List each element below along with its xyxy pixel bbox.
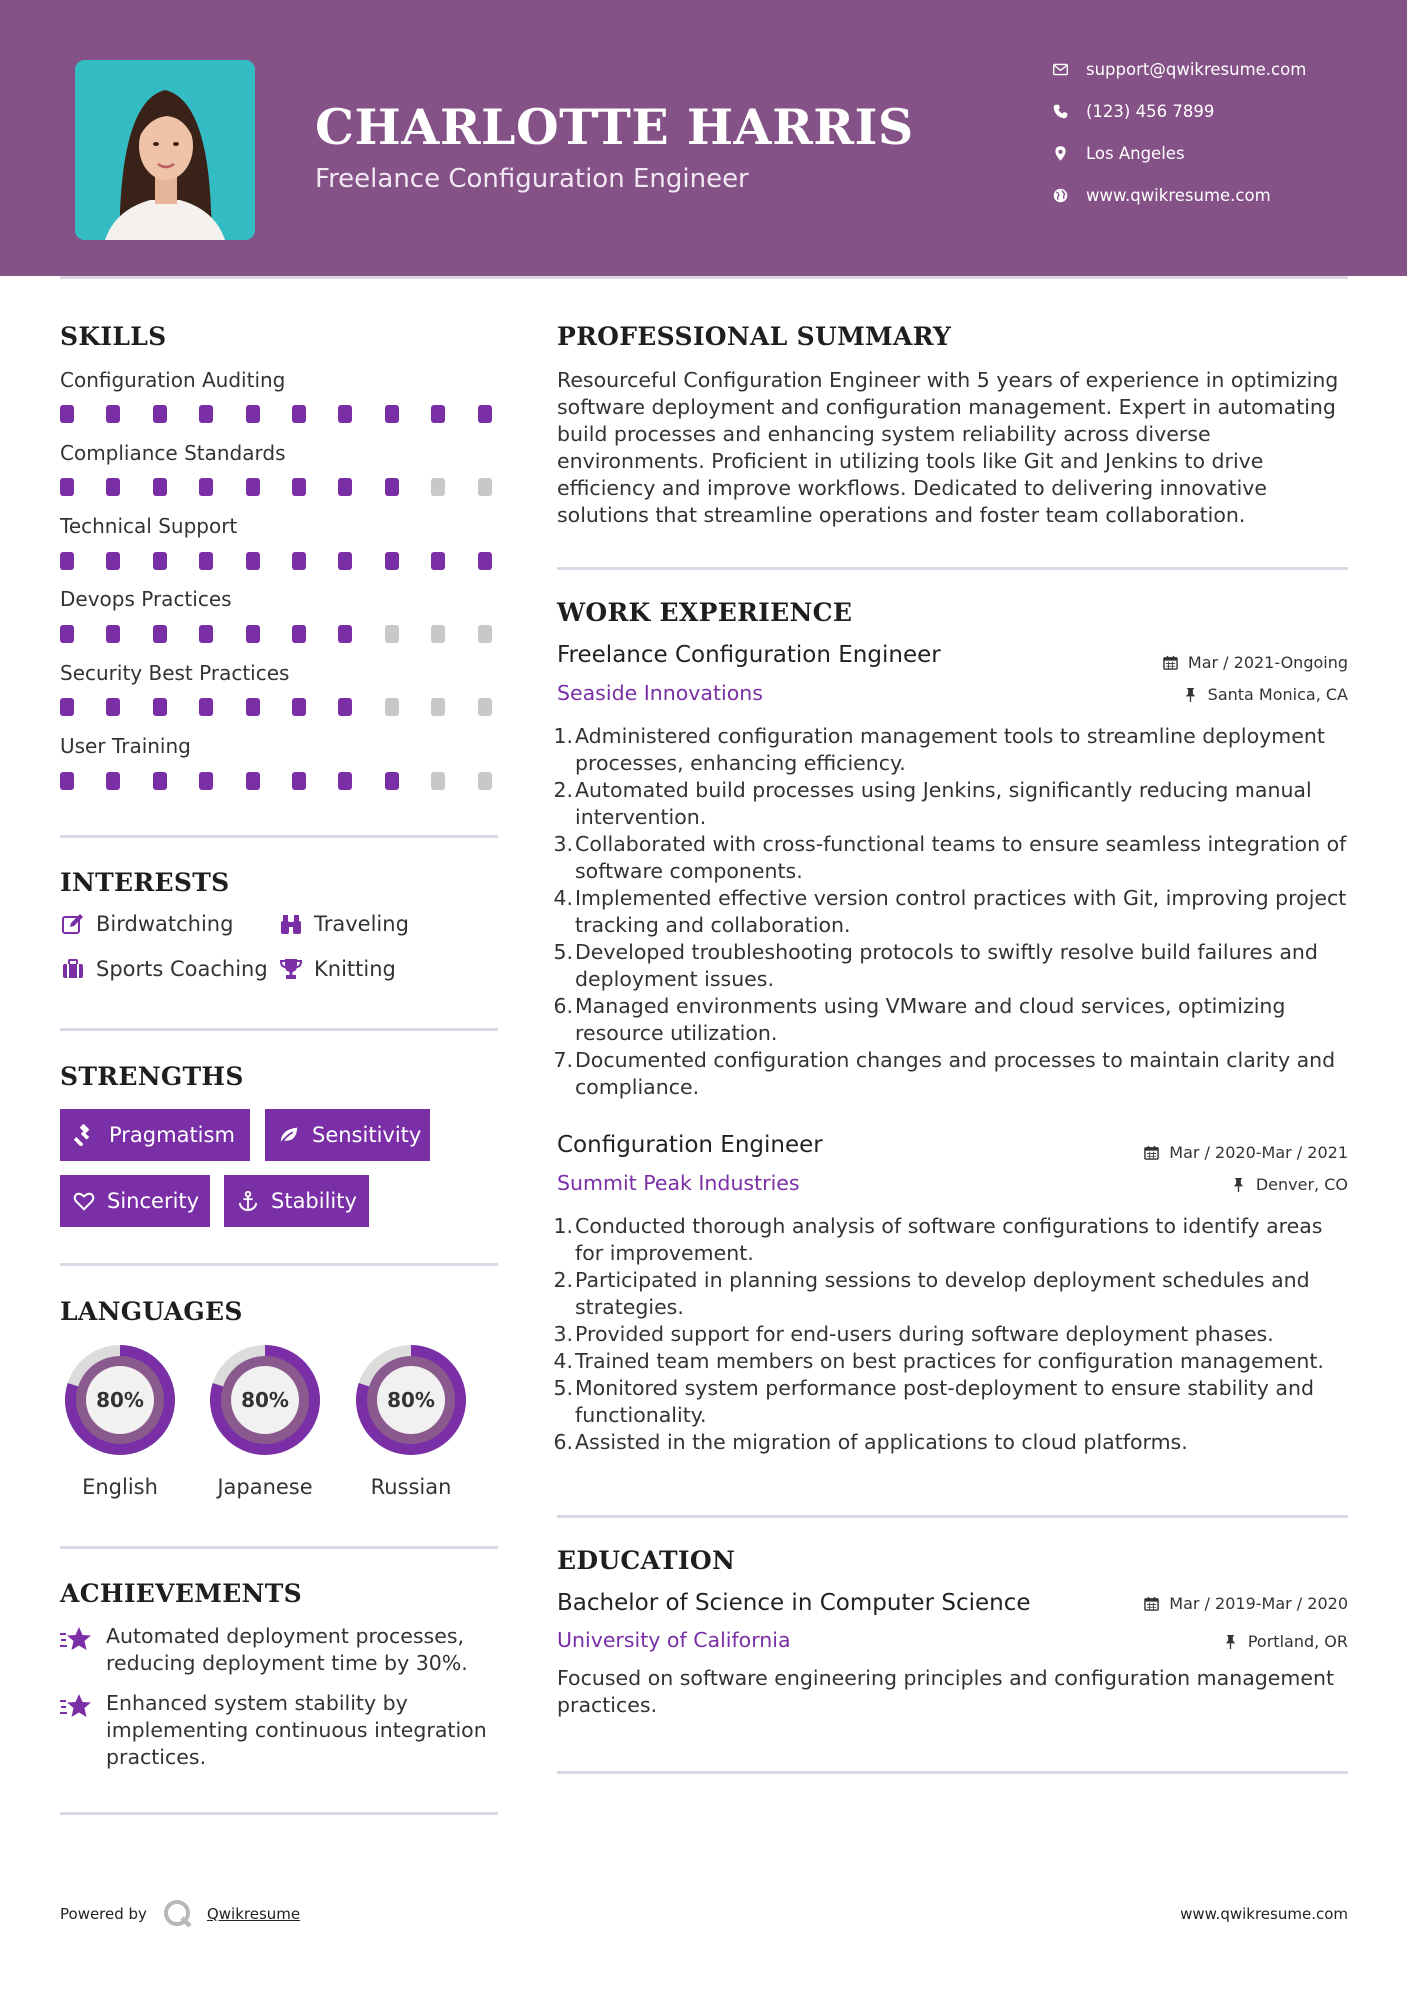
skill-dot-filled — [153, 772, 167, 790]
interest-label: Knitting — [314, 957, 396, 981]
summary-text: Resourceful Configuration Engineer with 5 years of experience in optimizing software deployment and configuration management. Expert in automating build processes and enhancing system reliability across diverse environments. Proficient in utilizing tools like Git and Jenkins to drive efficiency and improve workflows. Dedicated to delivering innovative solutions that streamline operations and foster team collaboration. — [557, 368, 1339, 527]
achievement-text: Automated deployment processes, reducing deployment time by 30%. — [106, 1624, 468, 1675]
section-divider — [60, 1263, 498, 1266]
star-badge-icon — [60, 1692, 92, 1720]
job-bullet: 2. Automated build processes using Jenkins, significantly reducing manual intervention. — [553, 778, 1312, 829]
language-name: Japanese — [217, 1475, 313, 1499]
skill-rating — [60, 478, 500, 496]
interest-label: Birdwatching — [96, 912, 234, 936]
skill-dot-filled — [478, 552, 492, 570]
skill-name: Technical Support — [60, 514, 238, 538]
contact-website[interactable] — [1050, 180, 1271, 210]
phone-icon — [1050, 101, 1070, 121]
education-school: University of California — [557, 1628, 791, 1652]
contact-website-text: www.qwikresume.com — [1086, 185, 1271, 205]
skill-name: Configuration Auditing — [60, 368, 286, 392]
achievements-heading: ACHIEVEMENTS — [60, 1579, 302, 1608]
skill-dot-filled — [338, 405, 352, 423]
language-percent: 80% — [241, 1388, 289, 1412]
contact-location-text: Los Angeles — [1086, 143, 1185, 163]
job-dates-text: Mar / 2021-Ongoing — [1187, 653, 1348, 672]
skill-dot-empty — [431, 772, 445, 790]
trophy-icon — [278, 956, 304, 982]
job-bullet: 5. Monitored system performance post-deployment to ensure stability and functionality. — [553, 1376, 1314, 1427]
skill-dot-empty — [431, 625, 445, 643]
achievement-item — [60, 1690, 500, 1771]
skill-dot-filled — [199, 405, 213, 423]
footer-powered-by — [60, 1897, 300, 1931]
section-divider — [60, 1028, 498, 1031]
skill-dot-filled — [199, 552, 213, 570]
envelope-icon — [1050, 59, 1070, 79]
strength-label: Sincerity — [107, 1189, 200, 1213]
job-dates-text: Mar / 2020-Mar / 2021 — [1169, 1143, 1348, 1162]
header-divider — [60, 276, 1348, 279]
skill-dot-empty — [431, 698, 445, 716]
skill-name: User Training — [60, 734, 191, 758]
skill-dot-filled — [106, 698, 120, 716]
briefcase-icon — [60, 956, 86, 982]
skill-dot-filled — [60, 625, 74, 643]
calendar-icon — [1144, 1596, 1159, 1611]
skill-dot-empty — [478, 625, 492, 643]
job-bullet: 1. Conducted thorough analysis of software configurations to identify areas for improvement. — [553, 1214, 1323, 1265]
profile-photo — [75, 60, 255, 240]
skill-dot-filled — [292, 405, 306, 423]
skill-dot-filled — [338, 552, 352, 570]
skill-dot-empty — [478, 478, 492, 496]
skill-dot-filled — [385, 478, 399, 496]
skill-rating — [60, 625, 500, 643]
skill-dot-filled — [199, 698, 213, 716]
skill-rating — [60, 772, 500, 790]
skill-dot-filled — [153, 405, 167, 423]
skill-name: Compliance Standards — [60, 441, 286, 465]
job-bullet: 4. Implemented effective version control practices with Git, improving project tracking and collaboration. — [553, 886, 1347, 937]
skill-rating — [60, 405, 500, 423]
strength-label: Pragmatism — [109, 1123, 235, 1147]
job-bullet: 2. Participated in planning sessions to develop deployment schedules and strategies. — [553, 1268, 1310, 1319]
section-divider — [557, 567, 1348, 570]
language-percent: 80% — [387, 1388, 435, 1412]
skill-dot-filled — [338, 625, 352, 643]
achievement-item — [60, 1623, 500, 1677]
job-title: Configuration Engineer — [557, 1132, 823, 1158]
contact-email-text: support@qwikresume.com — [1086, 59, 1307, 79]
interest-item — [278, 956, 396, 982]
contact-phone-text: (123) 456 7899 — [1086, 101, 1215, 121]
strength-label: Sensitivity — [312, 1123, 422, 1147]
location-pin-icon — [1050, 143, 1070, 163]
pushpin-icon — [1183, 687, 1198, 702]
experience-heading: WORK EXPERIENCE — [557, 598, 853, 627]
skill-rating — [60, 552, 500, 570]
interest-item — [278, 911, 409, 937]
skill-dot-filled — [246, 552, 260, 570]
star-badge-icon — [60, 1625, 92, 1653]
skill-dot-filled — [338, 772, 352, 790]
skill-dot-filled — [153, 552, 167, 570]
skill-dot-filled — [431, 552, 445, 570]
strength-badge — [60, 1175, 210, 1227]
calendar-icon — [1163, 655, 1178, 670]
candidate-title: Freelance Configuration Engineer — [315, 164, 749, 194]
skill-name: Security Best Practices — [60, 661, 290, 685]
binoculars-icon — [278, 911, 304, 937]
skill-dot-filled — [153, 625, 167, 643]
job-bullets — [553, 723, 1347, 1101]
language-gauge — [58, 1338, 182, 1462]
strength-label: Stability — [271, 1189, 357, 1213]
job-title: Freelance Configuration Engineer — [557, 642, 941, 668]
summary-heading: PROFESSIONAL SUMMARY — [557, 322, 952, 351]
section-divider — [557, 1515, 1348, 1518]
job-bullet: 3. Collaborated with cross-functional teams to ensure seamless integration of software components. — [553, 832, 1347, 883]
skill-dot-filled — [60, 698, 74, 716]
language-name: Russian — [370, 1475, 452, 1499]
skill-dot-empty — [385, 698, 399, 716]
skill-dot-filled — [431, 405, 445, 423]
language-gauge — [349, 1338, 473, 1462]
skill-dot-filled — [385, 405, 399, 423]
education-dates — [1144, 1594, 1348, 1613]
section-divider — [60, 835, 498, 838]
skill-rating — [60, 698, 500, 716]
pushpin-icon — [1231, 1177, 1246, 1192]
contact-email[interactable] — [1050, 54, 1306, 84]
skill-dot-filled — [246, 698, 260, 716]
skill-dot-empty — [385, 625, 399, 643]
skill-dot-empty — [478, 772, 492, 790]
candidate-name: CHARLOTTE HARRIS — [315, 98, 914, 156]
achievement-text: Enhanced system stability by implementing continuous integration practices. — [106, 1691, 487, 1769]
pencil-square-icon — [60, 911, 86, 937]
job-company: Seaside Innovations — [557, 681, 763, 705]
section-divider — [557, 1771, 1348, 1774]
skill-dot-filled — [338, 698, 352, 716]
section-divider — [60, 1812, 498, 1815]
job-bullet: 7. Documented configuration changes and processes to maintain clarity and compliance. — [553, 1048, 1336, 1099]
gavel-icon — [73, 1123, 97, 1147]
skill-dot-filled — [246, 405, 260, 423]
language-gauge — [203, 1338, 327, 1462]
job-location-text: Denver, CO — [1255, 1175, 1348, 1194]
qwikresume-logo-icon — [161, 1897, 195, 1931]
skill-dot-filled — [153, 698, 167, 716]
strength-badge — [224, 1175, 369, 1227]
skill-dot-filled — [338, 478, 352, 496]
footer-url[interactable]: www.qwikresume.com — [1180, 1905, 1348, 1923]
language-percent: 80% — [96, 1388, 144, 1412]
skill-dot-filled — [153, 478, 167, 496]
skill-dot-filled — [385, 772, 399, 790]
skill-dot-filled — [199, 478, 213, 496]
language-name: English — [82, 1475, 158, 1499]
job-location — [1231, 1175, 1348, 1194]
job-dates — [1163, 653, 1348, 672]
skills-heading: SKILLS — [60, 322, 167, 351]
powered-by-text: Powered by — [60, 1905, 147, 1923]
skill-dot-filled — [199, 625, 213, 643]
skill-name: Devops Practices — [60, 587, 232, 611]
skill-dot-filled — [60, 552, 74, 570]
job-bullet: 6. Assisted in the migration of applications to cloud platforms. — [553, 1430, 1188, 1454]
skill-dot-filled — [106, 405, 120, 423]
strength-badge — [265, 1109, 430, 1161]
job-bullet: 4. Trained team members on best practices for configuration management. — [553, 1349, 1324, 1373]
anchor-icon — [237, 1189, 259, 1213]
education-dates-text: Mar / 2019-Mar / 2020 — [1169, 1594, 1348, 1613]
strengths-heading: STRENGTHS — [60, 1062, 244, 1091]
languages-heading: LANGUAGES — [60, 1297, 243, 1326]
interest-item — [60, 911, 233, 937]
job-bullets — [553, 1213, 1347, 1456]
skill-dot-filled — [106, 552, 120, 570]
education-heading: EDUCATION — [557, 1546, 736, 1575]
job-bullet: 6. Managed environments using VMware and cloud services, optimizing resource utilization. — [553, 994, 1286, 1045]
job-company: Summit Peak Industries — [557, 1171, 800, 1195]
job-dates — [1144, 1143, 1348, 1162]
heart-icon — [73, 1189, 95, 1213]
interest-label: Traveling — [314, 912, 409, 936]
skill-dot-filled — [292, 698, 306, 716]
job-bullet: 1. Administered configuration management tools to streamline deployment processes, enhancing efficiency. — [553, 724, 1325, 775]
leaf-icon — [278, 1123, 300, 1147]
skill-dot-filled — [246, 772, 260, 790]
skill-dot-filled — [246, 625, 260, 643]
skill-dot-filled — [106, 625, 120, 643]
skill-dot-filled — [292, 478, 306, 496]
skill-dot-filled — [106, 478, 120, 496]
skill-dot-empty — [478, 698, 492, 716]
skill-dot-filled — [246, 478, 260, 496]
contact-location — [1050, 138, 1185, 168]
skill-dot-filled — [478, 405, 492, 423]
strength-badge — [60, 1109, 250, 1161]
globe-icon — [1050, 185, 1070, 205]
pushpin-icon — [1223, 1634, 1238, 1649]
interest-item — [60, 956, 268, 982]
education-description: Focused on software engineering principles and configuration management practices. — [557, 1666, 1334, 1717]
interest-label: Sports Coaching — [96, 957, 268, 981]
interests-heading: INTERESTS — [60, 868, 230, 897]
skill-dot-filled — [60, 772, 74, 790]
job-bullet: 5. Developed troubleshooting protocols to swiftly resolve build failures and deployment issues. — [553, 940, 1318, 991]
skill-dot-filled — [106, 772, 120, 790]
calendar-icon — [1144, 1145, 1159, 1160]
skill-dot-filled — [292, 625, 306, 643]
education-degree: Bachelor of Science in Computer Science — [557, 1590, 1031, 1616]
education-location — [1223, 1632, 1348, 1651]
skill-dot-filled — [60, 405, 74, 423]
contact-phone[interactable] — [1050, 96, 1214, 126]
skill-dot-filled — [199, 772, 213, 790]
job-location — [1183, 685, 1348, 704]
skill-dot-filled — [60, 478, 74, 496]
section-divider — [60, 1546, 498, 1549]
job-bullet: 3. Provided support for end-users during software deployment phases. — [553, 1322, 1274, 1346]
skill-dot-filled — [292, 772, 306, 790]
qwikresume-link[interactable]: Qwikresume — [206, 1905, 301, 1923]
job-location-text: Santa Monica, CA — [1207, 685, 1348, 704]
skill-dot-filled — [292, 552, 306, 570]
education-location-text: Portland, OR — [1247, 1632, 1348, 1651]
skill-dot-filled — [385, 552, 399, 570]
skill-dot-empty — [431, 478, 445, 496]
